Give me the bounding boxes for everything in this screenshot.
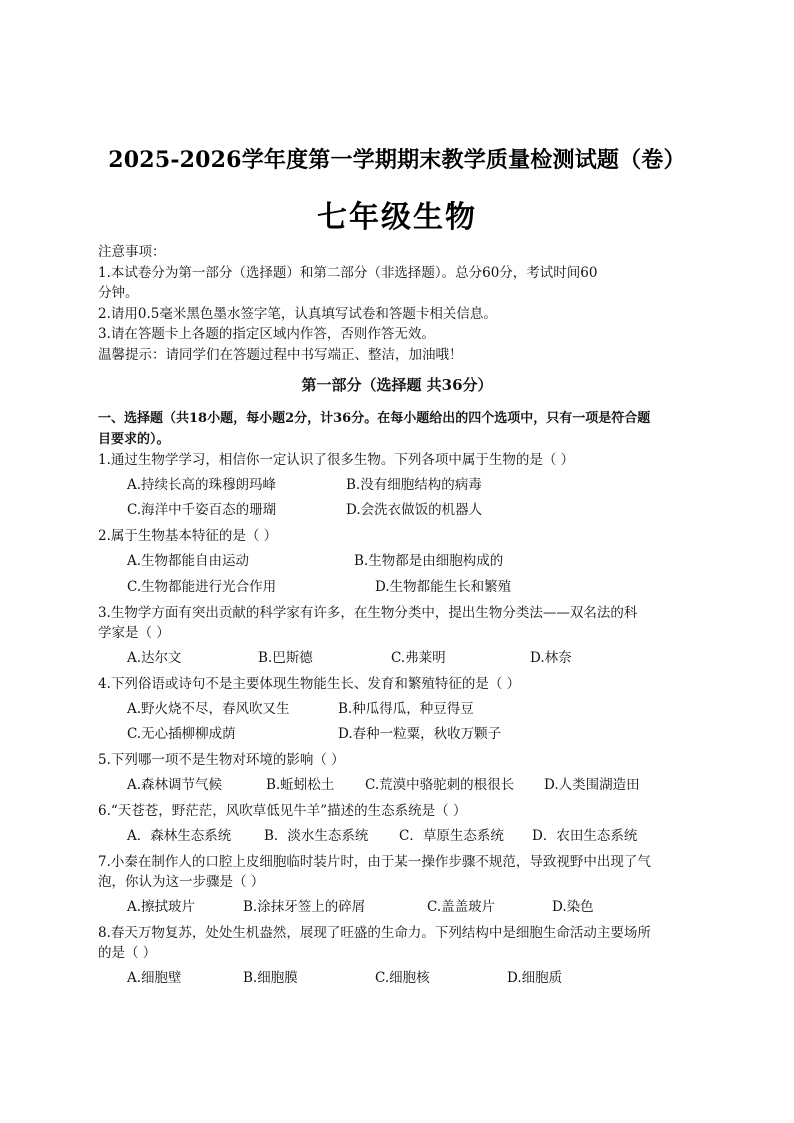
option-d: D.春种一粒粟，秋收万颗子 xyxy=(338,726,502,742)
question-stem: 6.“天苍苍，野茫茫，风吹草低见牛羊”描述的生态系统是（ ） xyxy=(98,803,467,819)
option-d: D.会洗衣做饭的机器人 xyxy=(346,502,483,518)
notes-heading: 注意事项： xyxy=(98,244,166,260)
option-d: D.人类围湖造田 xyxy=(544,777,640,793)
option-c: C．草原生态系统 xyxy=(399,828,504,844)
note-line: 2.请用0.5毫米黑色墨水签字笔，认真填写试卷和答题卡相关信息。 xyxy=(98,306,497,322)
note-line: 3.请在答题卡上各题的指定区域内作答，否则作答无效。 xyxy=(98,326,435,342)
option-d: D.生物都能生长和繁殖 xyxy=(375,579,512,595)
option-a: A．森林生态系统 xyxy=(127,828,232,844)
option-b: B.种瓜得瓜，种豆得豆 xyxy=(338,701,474,717)
part1-instruction: 一、选择题（共18小题，每小题2分，计36分。在每小题给出的四个选项中，只有一项是符合题 xyxy=(98,411,651,426)
option-a: A.达尔文 xyxy=(127,650,182,666)
option-b: B.巴斯德 xyxy=(258,650,313,666)
question-stem: 8.春天万物复苏，处处生机盎然，展现了旺盛的生命力。下列结构中是细胞生命活动主要场所 xyxy=(98,925,651,941)
option-c: C.盖盖玻片 xyxy=(427,899,496,915)
option-d: D.林奈 xyxy=(530,650,572,666)
question-stem: 2.属于生物基本特征的是（ ） xyxy=(98,528,278,544)
exam-subtitle: 七年级生物 xyxy=(317,200,477,235)
question-stem: 7.小秦在制作人的口腔上皮细胞临时装片时，由于某一操作步骤不规范，导致视野中出现了气 xyxy=(98,854,651,870)
option-a: A.野火烧不尽，春风吹又生 xyxy=(127,701,290,717)
question-stem: 学家是（ ） xyxy=(98,625,170,641)
option-a: A.细胞壁 xyxy=(127,970,182,986)
option-b: B.涂抹牙签上的碎屑 xyxy=(243,899,366,915)
option-c: C.荒漠中骆驼刺的根很长 xyxy=(365,777,515,793)
question-stem: 泡，你认为这一步骤是（ ） xyxy=(98,874,265,890)
option-d: D.染色 xyxy=(552,899,594,915)
part1-heading: 第一部分（选择题 共36分） xyxy=(301,376,493,394)
option-c: C.无心插柳柳成荫 xyxy=(127,726,236,742)
option-d: D.细胞质 xyxy=(507,970,563,986)
question-stem: 4.下列俗语或诗句不是主要体现生物能生长、发育和繁殖特征的是（ ） xyxy=(98,676,521,692)
note-line: 分钟。 xyxy=(98,285,139,301)
option-b: B.蚯蚓松土 xyxy=(266,777,335,793)
question-stem: 3.生物学方面有突出贡献的科学家有许多，在生物分类中，提出生物分类法——双名法的科 xyxy=(98,605,638,621)
option-c: C.细胞核 xyxy=(375,970,430,986)
option-c: C.生物都能进行光合作用 xyxy=(127,579,277,595)
option-a: A.生物都能自由运动 xyxy=(127,553,250,569)
question-stem: 5.下列哪一项不是生物对环境的影响（ ） xyxy=(98,752,345,768)
option-b: B．淡水生态系统 xyxy=(264,828,369,844)
exam-title: 2025-2026学年度第一学期期末教学质量检测试题（卷） xyxy=(108,147,686,173)
option-a: A.森林调节气候 xyxy=(127,777,223,793)
option-b: B.没有细胞结构的病毒 xyxy=(346,477,482,493)
note-line: 1.本试卷分为第一部分（选择题）和第二部分（非选择题）。总分60分，考试时间60 xyxy=(98,265,598,281)
part1-instruction: 目要求的）。 xyxy=(98,432,170,447)
option-a: A.擦拭玻片 xyxy=(127,899,196,915)
question-stem: 1.通过生物学学习，相信你一定认识了很多生物。下列各项中属于生物的是（ ） xyxy=(98,452,575,468)
option-b: B.细胞膜 xyxy=(243,970,298,986)
option-a: A.持续长高的珠穆朗玛峰 xyxy=(127,477,277,493)
option-b: B.生物都是由细胞构成的 xyxy=(354,553,504,569)
question-stem: 的是（ ） xyxy=(98,945,157,961)
option-c: C.海洋中千姿百态的珊瑚 xyxy=(127,502,277,518)
option-c: C.弗莱明 xyxy=(391,650,446,666)
option-d: D．农田生态系统 xyxy=(532,828,638,844)
note-line: 温馨提示：请同学们在答题过程中书写端正、整洁，加油哦！ xyxy=(98,347,463,363)
